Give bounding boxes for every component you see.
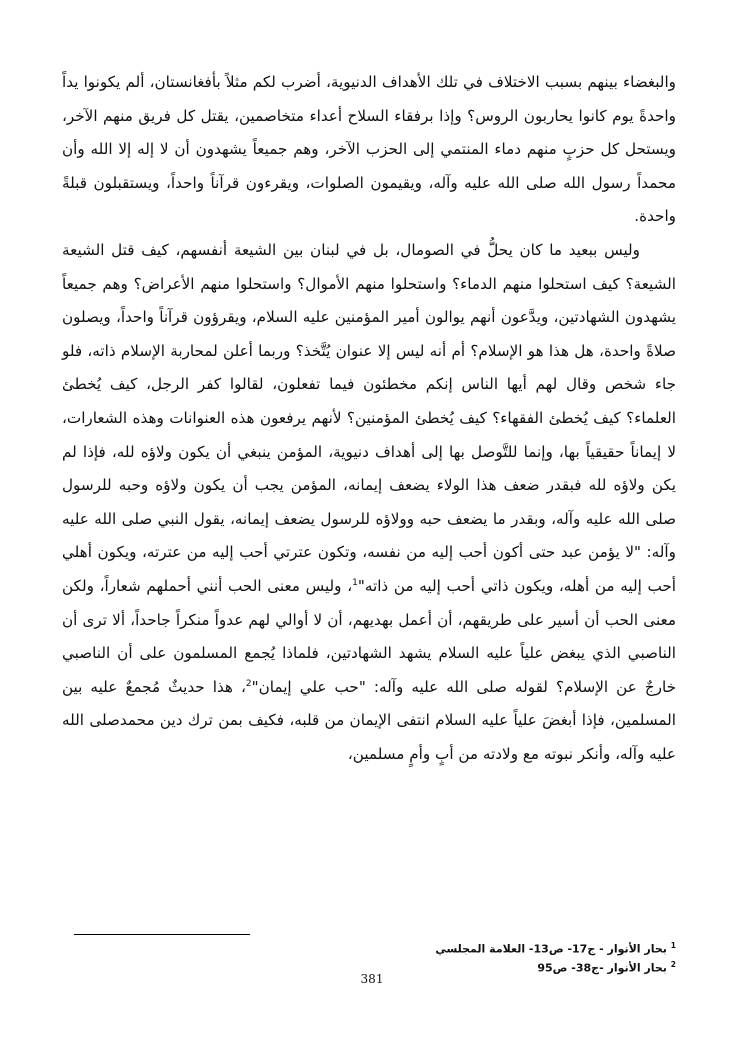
body-text bbox=[62, 66, 676, 771]
footnote-2-text: بحار الأنوار -ج38- ص95 bbox=[537, 961, 667, 975]
footnote-ref-2: 2 bbox=[245, 678, 252, 689]
footnote-divider bbox=[74, 934, 250, 935]
paragraph-2-part-3: ، هذا حديثٌ مُجمعٌ عليه بين المسلمين، فإذا أبغضَ علياً عليه السلام انتفى الإيمان من قلبه، فكيف بمن ترك دين محمدصلى الله عليه وآله، وأنكر نبوته مع ولادته من أبٍ وأمٍ مسلمين، bbox=[62, 677, 676, 763]
paragraph-2-part-2: ، وليس معنى الحب أنني أحملهم شعاراً، ولكن معنى الحب أن أسير على طريقهم، أن أعمل بهديهم، أن لا أوالي لهم عدواً منكراً جاحداً، ألا ترى أن الناصبي الذي يبغض علياً عليه السلام يشهد الشهادتين، فلماذا يُجمع المسلمون على أن الناصبي خارجٌ عن الإسلام؟ لقوله صلى الله عليه وآله: "حب علي إيمان" bbox=[62, 576, 677, 696]
footnote-1-text: بحار الأنوار - ج17- ص13- العلامة المجلسي bbox=[435, 942, 667, 956]
page-number: 381 bbox=[360, 972, 384, 986]
paragraph-2-part-1: وليس ببعيد ما كان يحلُّ في الصومال، بل في لبنان بين الشيعة أنفسهم، كيف قتل الشيعة الشيعة؟ كيف استحلوا منهم الدماء؟ واستحلوا منهم الأموال؟ واستحلوا منهم الأعراض؟ وهم جميعاً يشهدون الشهادتين، ويدَّعون أنهم يوالون أمير المؤمنين عليه السلام، ويقرؤون قرآناً واحداً، ويصلون صلاةً واحدة، هل هذا هو الإسلام؟ أم أنه ليس إلا عنوان يُتَّخذ؟ وربما أعلن لمحاربة الإسلام ذاته، فلو جاء شخص وقال لهم أيها الناس إنكم مخطئون فيما تفعلون، لقالوا كفر الرجل، كيف يُخطئ العلماء؟ كيف يُخطئ الفقهاء؟ كيف يُخطئ المؤمنين؟ لأنهم يرفعون هذه العنوانات وهذه الشعارات، لا إيماناً حقيقياً بها، وإنما للتَّوصل بها إلى أهداف دنيوية، المؤمن ينبغي أن يكون ولاؤه لله، فإذا لم يكن ولاؤه لله فبقدر ضعف هذا الولاء يضعف إيمانه، المؤمن يجب أن يكون ولاؤه وحبه للرسول صلى الله عليه وآله، وبقدر ما يضعف حبه وولاؤه للرسول يضعف إيمانه، يقول النبي صلى الله عليه وآله: "لا يؤمن عبد حتى أكون أحب إليه من نفسه، وتكون عترتي أحب إليه من عترته، ويكون أهلي أحب إليه من أهله، ويكون ذاتي أحب إليه من ذاته" bbox=[62, 240, 677, 595]
footnote-ref-1: 1 bbox=[352, 577, 358, 588]
footnote-1 bbox=[300, 938, 676, 957]
footnotes bbox=[300, 938, 676, 975]
paragraph-1: والبغضاء بينهم بسبب الاختلاف في تلك الأهداف الدنيوية، أضرب لكم مثلاً بأفغانستان، ألم يكونوا يداً واحدةً يوم كانوا يحاربون الروس؟ وإذا برفقاء السلاح أعداء متخاصمين، يقتل كل فريق منهم الآخر، ويستحل كل حزبٍ منهم دماء المنتمي إلى الحزب الآخر، وهم جميعاً يشهدون أن لا إله إلا الله وأن محمداً رسول الله صلى الله عليه وآله، ويقيمون الصلوات، ويقرءون قرآناً واحداً، ويستقبلون قبلةً واحدة. bbox=[62, 73, 676, 226]
paragraph-2 bbox=[62, 234, 676, 772]
footnote-1-number: 1 bbox=[670, 941, 676, 950]
footnote-2-number: 2 bbox=[670, 959, 676, 969]
